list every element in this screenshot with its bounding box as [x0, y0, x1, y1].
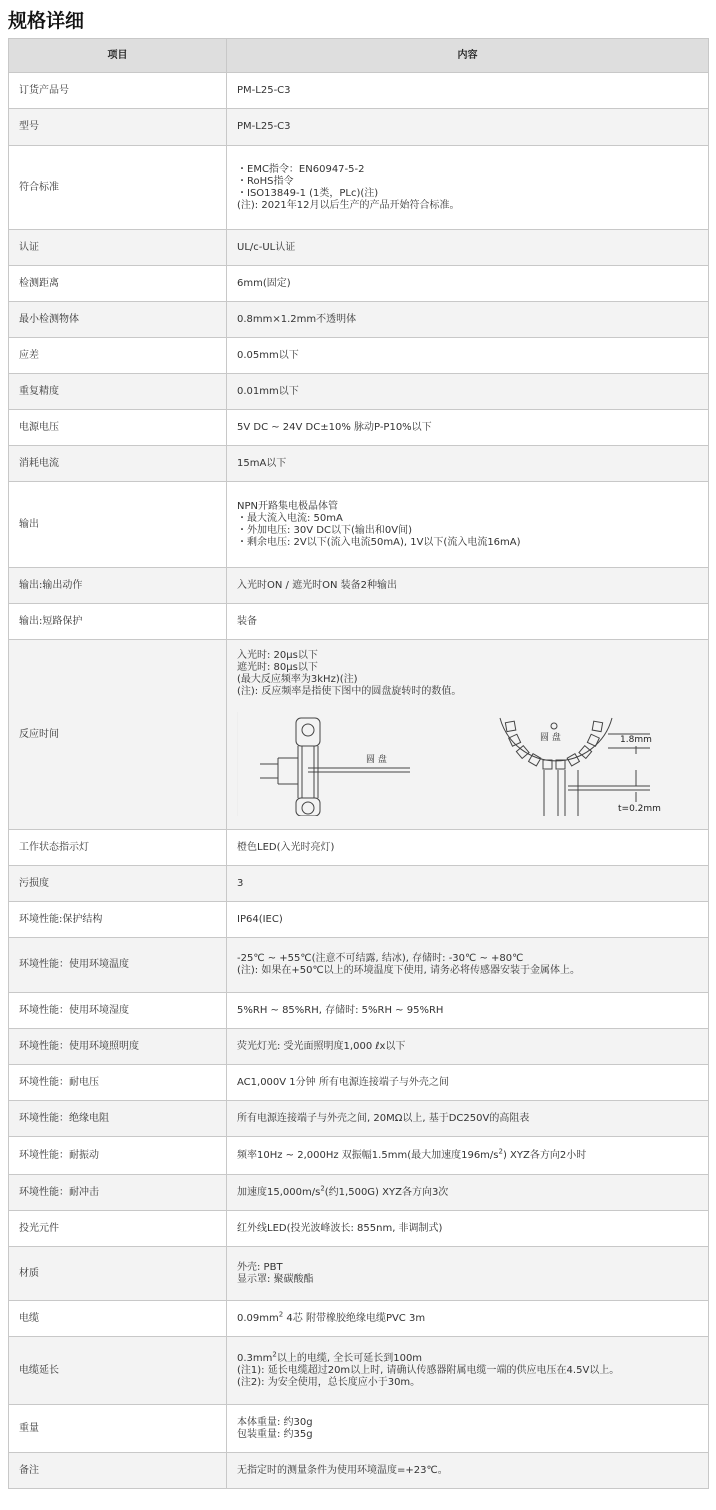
content-line: ・ISO13849-1 (1类，PLc)(注)	[237, 187, 379, 199]
table-row	[9, 1137, 709, 1175]
table-row	[9, 374, 709, 410]
table-row	[9, 866, 709, 902]
row-label: 重复精度	[9, 374, 227, 410]
table-row	[9, 1065, 709, 1101]
row-label: 电缆	[9, 1301, 227, 1337]
content-line: ・剩余电压: 2V以下(流入电流50mA), 1V以下(流入电流16mA)	[237, 536, 521, 548]
row-content	[227, 446, 709, 482]
row-content	[227, 604, 709, 640]
disk-label-left: 圆 盘	[366, 755, 387, 765]
content-line: 橙色LED(入光时亮灯)	[237, 841, 335, 853]
dim-thickness: t=0.2mm	[618, 804, 661, 814]
row-content	[227, 146, 709, 230]
row-label: 环境性能：使用环境湿度	[9, 993, 227, 1029]
content-line: 显示罩: 聚碳酸酯	[237, 1273, 314, 1285]
row-content	[227, 938, 709, 993]
row-label: 认证	[9, 230, 227, 266]
row-label: 环境性能：使用环境照明度	[9, 1029, 227, 1065]
content-line: 红外线LED(投光波峰波长: 855nm, 非调制式)	[237, 1222, 443, 1234]
content-line: 外壳: PBT	[237, 1261, 283, 1273]
row-content	[227, 302, 709, 338]
content-line: 所有电源连接端子与外壳之间, 20MΩ以上, 基于DC250V的高阻表	[237, 1112, 530, 1124]
row-label: 环境性能：耐振动	[9, 1137, 227, 1175]
table-row	[9, 302, 709, 338]
table-row	[9, 73, 709, 109]
content-line: 0.8mm×1.2mm不透明体	[237, 313, 357, 325]
row-content	[227, 266, 709, 302]
row-content	[227, 1175, 709, 1211]
table-row	[9, 1211, 709, 1247]
row-label: 输出:短路保护	[9, 604, 227, 640]
dim-slot: 1.8mm	[620, 735, 652, 745]
row-label: 环境性能：使用环境温度	[9, 938, 227, 993]
content-line: ・外加电压: 30V DC以下(输出和0V间)	[237, 524, 412, 536]
row-label: 备注	[9, 1453, 227, 1489]
row-content	[227, 1453, 709, 1489]
table-row	[9, 568, 709, 604]
row-label: 环境性能：耐电压	[9, 1065, 227, 1101]
content-line: (注1): 延长电缆超过20m以上时, 请确认传感器附属电缆一端的供应电压在4.5V以上。	[237, 1364, 620, 1376]
table-row	[9, 446, 709, 482]
row-content	[227, 1337, 709, 1405]
row-content	[227, 374, 709, 410]
content-line: 遮光时: 80μs以下	[237, 662, 318, 673]
table-row	[9, 338, 709, 374]
row-label: 输出:输出动作	[9, 568, 227, 604]
row-label: 消耗电流	[9, 446, 227, 482]
content-line: UL/c-UL认证	[237, 241, 296, 253]
content-line: NPN开路集电极晶体管	[237, 500, 338, 512]
table-row	[9, 146, 709, 230]
table-row	[9, 1175, 709, 1211]
row-content	[227, 1301, 709, 1337]
row-content	[227, 1247, 709, 1301]
row-label: 反应时间	[9, 640, 227, 830]
table-row	[9, 1301, 709, 1337]
table-row	[9, 266, 709, 302]
content-line: 荧光灯光: 受光面照明度1,000 ℓx以下	[237, 1040, 406, 1052]
row-label: 电源电压	[9, 410, 227, 446]
content-line: -25℃ ~ +55℃(注意不可结露, 结冰), 存储时: -30℃ ~ +80℃	[237, 953, 524, 964]
content-line: $0.3mm^2$以上的电缆, 全长可延长到100m	[237, 1350, 423, 1364]
content-line: ・最大流入电流: 50mA	[237, 512, 343, 524]
page-title: 规格详细	[8, 10, 85, 32]
content-line: 6mm(固定)	[237, 277, 291, 289]
content-line: (最大反应频率为3kHz)(注)	[237, 674, 358, 685]
content-line: AC1,000V 1分钟 所有电源连接端子与外壳之间	[237, 1076, 449, 1088]
table-row	[9, 482, 709, 568]
row-label: 投光元件	[9, 1211, 227, 1247]
row-label: 应差	[9, 338, 227, 374]
content-line: 0.05mm以下	[237, 349, 299, 361]
row-content	[227, 109, 709, 146]
row-label: 工作状态指示灯	[9, 830, 227, 866]
row-content	[227, 1101, 709, 1137]
row-label: 符合标准	[9, 146, 227, 230]
disk-diagram	[237, 712, 678, 816]
row-content	[227, 993, 709, 1029]
content-line: $0.09mm^2$ 4芯 附带橡胶绝缘电缆PVC 3m	[237, 1310, 426, 1324]
table-row	[9, 1405, 709, 1453]
table-row	[9, 902, 709, 938]
content-line: 0.01mm以下	[237, 385, 299, 397]
content-line: 装备	[237, 615, 257, 627]
row-content	[227, 482, 709, 568]
content-line: PM-L25-C3	[237, 121, 291, 132]
content-line: 本体重量: 约30g	[237, 1416, 313, 1428]
table-row	[9, 993, 709, 1029]
content-line: 加速度$15,000m/s^2$(约1,500G) XYZ各方向3次	[237, 1184, 449, 1198]
spec-rows	[9, 73, 709, 1489]
disk-label-right: 圆 盘	[540, 733, 561, 743]
table-row	[9, 109, 709, 146]
row-content	[227, 568, 709, 604]
row-content	[227, 73, 709, 109]
row-label: 订货产品号	[9, 73, 227, 109]
content-line: ・EMC指令：EN60947-5-2	[237, 163, 365, 175]
content-line: 频率10Hz ~ 2,000Hz 双振幅1.5mm(最大加速度$196m/s^2$) XYZ各方向2小时	[237, 1147, 587, 1161]
content-line: ・RoHS指令	[237, 175, 294, 187]
table-row	[9, 604, 709, 640]
content-line: 5V DC ~ 24V DC±10% 脉动P-P10%以下	[237, 421, 432, 433]
row-content	[227, 1137, 709, 1175]
content-line: 包装重量: 约35g	[237, 1428, 313, 1440]
content-line: (注): 2021年12月以后生产的产品开始符合标准。	[237, 199, 460, 211]
header-item: 项目	[9, 39, 227, 73]
row-content	[227, 866, 709, 902]
content-line: (注): 反应频率是指使下图中的圆盘旋转时的数值。	[237, 686, 462, 697]
row-content	[227, 410, 709, 446]
row-label: 最小检测物体	[9, 302, 227, 338]
table-row	[9, 1101, 709, 1137]
content-line: 无指定时的测量条件为使用环境温度=+23℃。	[237, 1464, 448, 1476]
table-row	[9, 938, 709, 993]
row-label: 检测距离	[9, 266, 227, 302]
table-row	[9, 1029, 709, 1065]
row-content	[227, 1405, 709, 1453]
table-row	[9, 1453, 709, 1489]
content-line: (注2): 为安全使用，总长度应小于30m。	[237, 1376, 421, 1388]
row-content	[227, 902, 709, 938]
row-content	[227, 230, 709, 266]
row-content	[227, 338, 709, 374]
content-line: 15mA以下	[237, 457, 287, 469]
row-content	[227, 1211, 709, 1247]
content-line: PM-L25-C3	[237, 84, 291, 96]
table-row	[9, 640, 709, 830]
content-line: (注): 如果在+50℃以上的环境温度下使用, 请务必将传感器安装于金属体上。	[237, 965, 581, 976]
content-line: 入光时: 20μs以下	[237, 650, 318, 661]
table-row	[9, 410, 709, 446]
row-label: 重量	[9, 1405, 227, 1453]
row-content	[227, 1029, 709, 1065]
content-line: 5%RH ~ 85%RH, 存储时: 5%RH ~ 95%RH	[237, 1004, 444, 1016]
table-row	[9, 230, 709, 266]
content-line: IP64(IEC)	[237, 913, 283, 925]
content-line: 入光时ON / 遮光时ON 装备2种输出	[237, 579, 397, 591]
row-label: 污损度	[9, 866, 227, 902]
spec-table	[8, 38, 709, 1489]
header-content: 内容	[227, 39, 709, 73]
table-row	[9, 1337, 709, 1405]
table-row	[9, 1247, 709, 1301]
row-label: 材质	[9, 1247, 227, 1301]
row-label: 环境性能:保护结构	[9, 902, 227, 938]
row-label: 型号	[9, 109, 227, 146]
table-row	[9, 830, 709, 866]
content-line: 3	[237, 877, 244, 889]
row-content	[227, 640, 709, 830]
row-label: 电缆延长	[9, 1337, 227, 1405]
row-label: 输出	[9, 482, 227, 568]
row-content	[227, 1065, 709, 1101]
row-content	[227, 830, 709, 866]
row-label: 环境性能：绝缘电阻	[9, 1101, 227, 1137]
row-label: 环境性能：耐冲击	[9, 1175, 227, 1211]
